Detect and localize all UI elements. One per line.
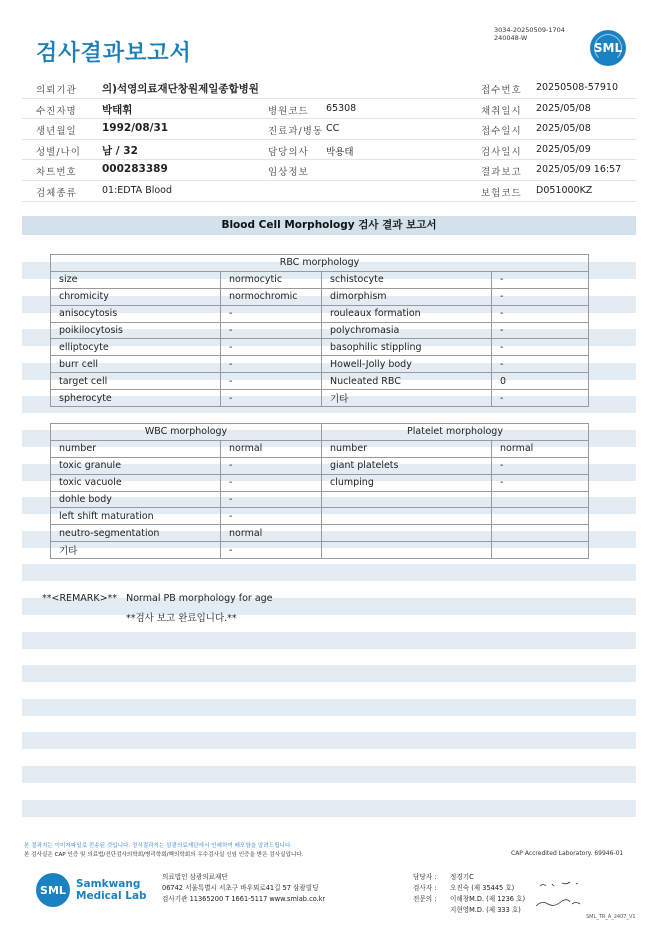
item-name: elliptocyte [51, 339, 221, 356]
item-name: anisocytosis [51, 305, 221, 322]
patient-value: 1992/08/31 [102, 122, 169, 135]
item-name: number [322, 440, 492, 457]
rbc-morphology-table [50, 254, 589, 407]
item-result: - [492, 390, 589, 407]
table-row [51, 491, 589, 508]
remark-text: Normal PB morphology for age [126, 593, 273, 604]
table-row [51, 339, 589, 356]
patient-label: 임상정보 [268, 167, 309, 179]
item-result [492, 542, 589, 559]
item-result: - [221, 390, 322, 407]
patient-value: 박용태 [326, 146, 354, 158]
patient-value: 2025/05/09 16:57 [536, 164, 622, 176]
patient-label: 검사일시 [481, 146, 522, 158]
patient-label: 접수번호 [481, 85, 522, 96]
document-number-line2: 240048-W [494, 34, 528, 42]
form-number: SML_TR_A_2407_V1 [586, 914, 636, 920]
item-name: poikilocytosis [51, 322, 221, 339]
sml-circle-icon [36, 873, 70, 907]
item-result: normal [221, 440, 322, 457]
report-complete-note: **검사 보고 완료입니다.** [126, 613, 237, 624]
table-row [51, 457, 589, 474]
rbc-table-header: RBC morphology [51, 255, 589, 272]
patient-value: 65308 [326, 102, 357, 114]
item-result: - [221, 373, 322, 390]
item-result: - [492, 474, 589, 491]
logo-name-line2: Medical Lab [76, 890, 147, 902]
patient-label: 차트번호 [36, 167, 77, 179]
patient-row [22, 78, 636, 99]
staff-name: 이해창M.D. (제 1236 호) [450, 895, 526, 903]
patient-value: 의)석영의료재단창원제일종합병원 [102, 83, 259, 95]
item-result: - [221, 474, 322, 491]
document-number [494, 26, 565, 42]
patient-value: 2025/05/08 [536, 102, 591, 114]
item-result: - [221, 305, 322, 322]
item-result: normal [492, 440, 589, 457]
table-row [51, 508, 589, 525]
wbc-table-header: WBC morphology [51, 424, 322, 441]
item-name: rouleaux formation [322, 305, 492, 322]
item-result: - [492, 322, 589, 339]
accreditation-notice: 본 검사실은 CAP 인증 및 의료법/진단검사의학회/병리학회/핵의학회의 우수검사실 신임 인증을 받은 검사실입니다. [24, 852, 304, 858]
wbc-platelet-table [50, 423, 589, 559]
item-name: left shift maturation [51, 508, 221, 525]
item-name: dohle body [51, 491, 221, 508]
patient-label: 결과보고 [481, 167, 522, 179]
patient-value: D051000KZ [536, 184, 593, 196]
item-result: - [492, 457, 589, 474]
report-title: 검사결과보고서 [36, 41, 192, 66]
item-name: target cell [51, 373, 221, 390]
item-result: - [221, 457, 322, 474]
patient-row [22, 99, 636, 120]
item-name: clumping [322, 474, 492, 491]
staff-row [413, 872, 525, 883]
patient-row [22, 160, 636, 181]
patient-label: 보험코드 [481, 187, 522, 199]
item-result: - [492, 356, 589, 373]
item-name [322, 525, 492, 542]
logo-name-line1: Samkwang [76, 878, 141, 890]
patient-value: 남 / 32 [102, 144, 138, 157]
item-name: size [51, 271, 221, 288]
item-name [322, 542, 492, 559]
staff-name: 지현영M.D. (제 333 호) [450, 906, 521, 914]
item-result: normal [221, 525, 322, 542]
item-result: - [221, 339, 322, 356]
item-name: giant platelets [322, 457, 492, 474]
item-result: - [221, 508, 322, 525]
item-name: burr cell [51, 356, 221, 373]
item-result: normocytic [221, 271, 322, 288]
table-row [51, 305, 589, 322]
item-name: toxic granule [51, 457, 221, 474]
item-result: - [492, 339, 589, 356]
item-name: 기타 [51, 542, 221, 559]
foundation-contact: 검사기관 11365200 T 1661-5117 www.smlab.co.kr [162, 895, 326, 903]
signature-marks [532, 878, 592, 914]
table-row [51, 322, 589, 339]
item-result: - [492, 288, 589, 305]
table-row [51, 288, 589, 305]
footer-notes [24, 842, 303, 860]
patient-value: 박태휘 [102, 103, 133, 116]
remark-label: **<REMARK>** [42, 593, 118, 604]
patient-row [22, 181, 636, 202]
item-name: polychromasia [322, 322, 492, 339]
table-row [51, 373, 589, 390]
item-name: neutro-segmentation [51, 525, 221, 542]
item-result: - [492, 271, 589, 288]
staff-role: 검사자 : [413, 884, 437, 892]
item-name [322, 508, 492, 525]
patient-label: 진료과/병동 [268, 126, 324, 138]
foundation-address: 06742 서울특별시 서초구 바우뫼로41길 57 삼광빌딩 [162, 884, 319, 892]
item-result: - [492, 305, 589, 322]
patient-row [22, 119, 636, 140]
staff-name: 정경기C [450, 873, 474, 881]
item-name: 기타 [322, 390, 492, 407]
image-notice: 본 결과지는 이미지파일로 전송된 것입니다. 정식결과지는 삼광의료재단에서 인쇄하여 배포함을 알려드립니다. [24, 843, 293, 849]
row-band [22, 800, 636, 817]
table-row [51, 525, 589, 542]
table-row [51, 356, 589, 373]
patient-value: 01:EDTA Blood [102, 184, 173, 196]
remark-line [42, 593, 273, 604]
staff-role: 전문의 : [413, 895, 437, 903]
table-row [51, 440, 589, 457]
staff-row [413, 883, 525, 894]
item-name: spherocyte [51, 390, 221, 407]
sml-logo [590, 30, 626, 66]
table-row [51, 390, 589, 407]
item-name: chromicity [51, 288, 221, 305]
row-band [22, 732, 636, 749]
item-name: schistocyte [322, 271, 492, 288]
item-result [492, 508, 589, 525]
item-name: basophilic stippling [322, 339, 492, 356]
row-band [22, 699, 636, 716]
row-band [22, 665, 636, 682]
platelet-table-header: Platelet morphology [322, 424, 589, 441]
patient-value: 2025/05/09 [536, 143, 591, 155]
patient-info [22, 78, 636, 202]
logo-text: SML [593, 41, 623, 55]
footer-logo-text: SML [40, 883, 66, 897]
patient-label: 병원코드 [268, 105, 309, 117]
staff-name: 오진숙 (제 35445 호) [450, 884, 515, 892]
staff-role [413, 905, 450, 916]
logo-arc-icon [594, 34, 622, 62]
item-result: - [221, 322, 322, 339]
table-row [51, 542, 589, 559]
row-band [22, 632, 636, 649]
patient-label: 의뢰기관 [36, 85, 77, 96]
item-result: normochromic [221, 288, 322, 305]
patient-row [22, 140, 636, 161]
patient-label: 성별/나이 [36, 146, 81, 158]
staff-row [413, 905, 525, 916]
patient-value: CC [326, 123, 340, 135]
patient-value: 2025/05/08 [536, 123, 591, 135]
table-row [51, 474, 589, 491]
footer-logo [36, 873, 147, 907]
item-name: toxic vacuole [51, 474, 221, 491]
item-result: - [221, 491, 322, 508]
staff-row [413, 894, 525, 905]
morphology-report-title: Blood Cell Morphology 검사 결과 보고서 [22, 216, 636, 235]
item-result [492, 491, 589, 508]
patient-label: 채취일시 [481, 105, 522, 117]
item-name: dimorphism [322, 288, 492, 305]
foundation-info [162, 872, 325, 905]
document-number-line1: 3034-20250509-1704 [494, 26, 565, 34]
cap-accreditation: CAP Accredited Laboratory. 69946-01 [511, 850, 624, 857]
item-name: Nucleated RBC [322, 373, 492, 390]
staff-role: 담당자 : [413, 873, 437, 881]
patient-label: 담당의사 [268, 146, 309, 158]
row-band [22, 766, 636, 783]
patient-label: 수진자명 [36, 105, 77, 117]
staff-list [413, 872, 525, 916]
item-result: 0 [492, 373, 589, 390]
item-name [322, 491, 492, 508]
patient-label: 검체종류 [36, 187, 77, 199]
foundation-name: 의료법인 삼광의료재단 [162, 873, 228, 881]
patient-value: 20250508-57910 [536, 82, 619, 93]
patient-label: 접수일시 [481, 126, 522, 138]
row-band [22, 564, 636, 581]
footer-logo-name [76, 878, 147, 902]
item-name: number [51, 440, 221, 457]
item-result [492, 525, 589, 542]
patient-value: 000283389 [102, 163, 168, 176]
item-name: Howell-Jolly body [322, 356, 492, 373]
table-row [51, 271, 589, 288]
item-result: - [221, 356, 322, 373]
item-result: - [221, 542, 322, 559]
patient-label: 생년월일 [36, 126, 77, 138]
